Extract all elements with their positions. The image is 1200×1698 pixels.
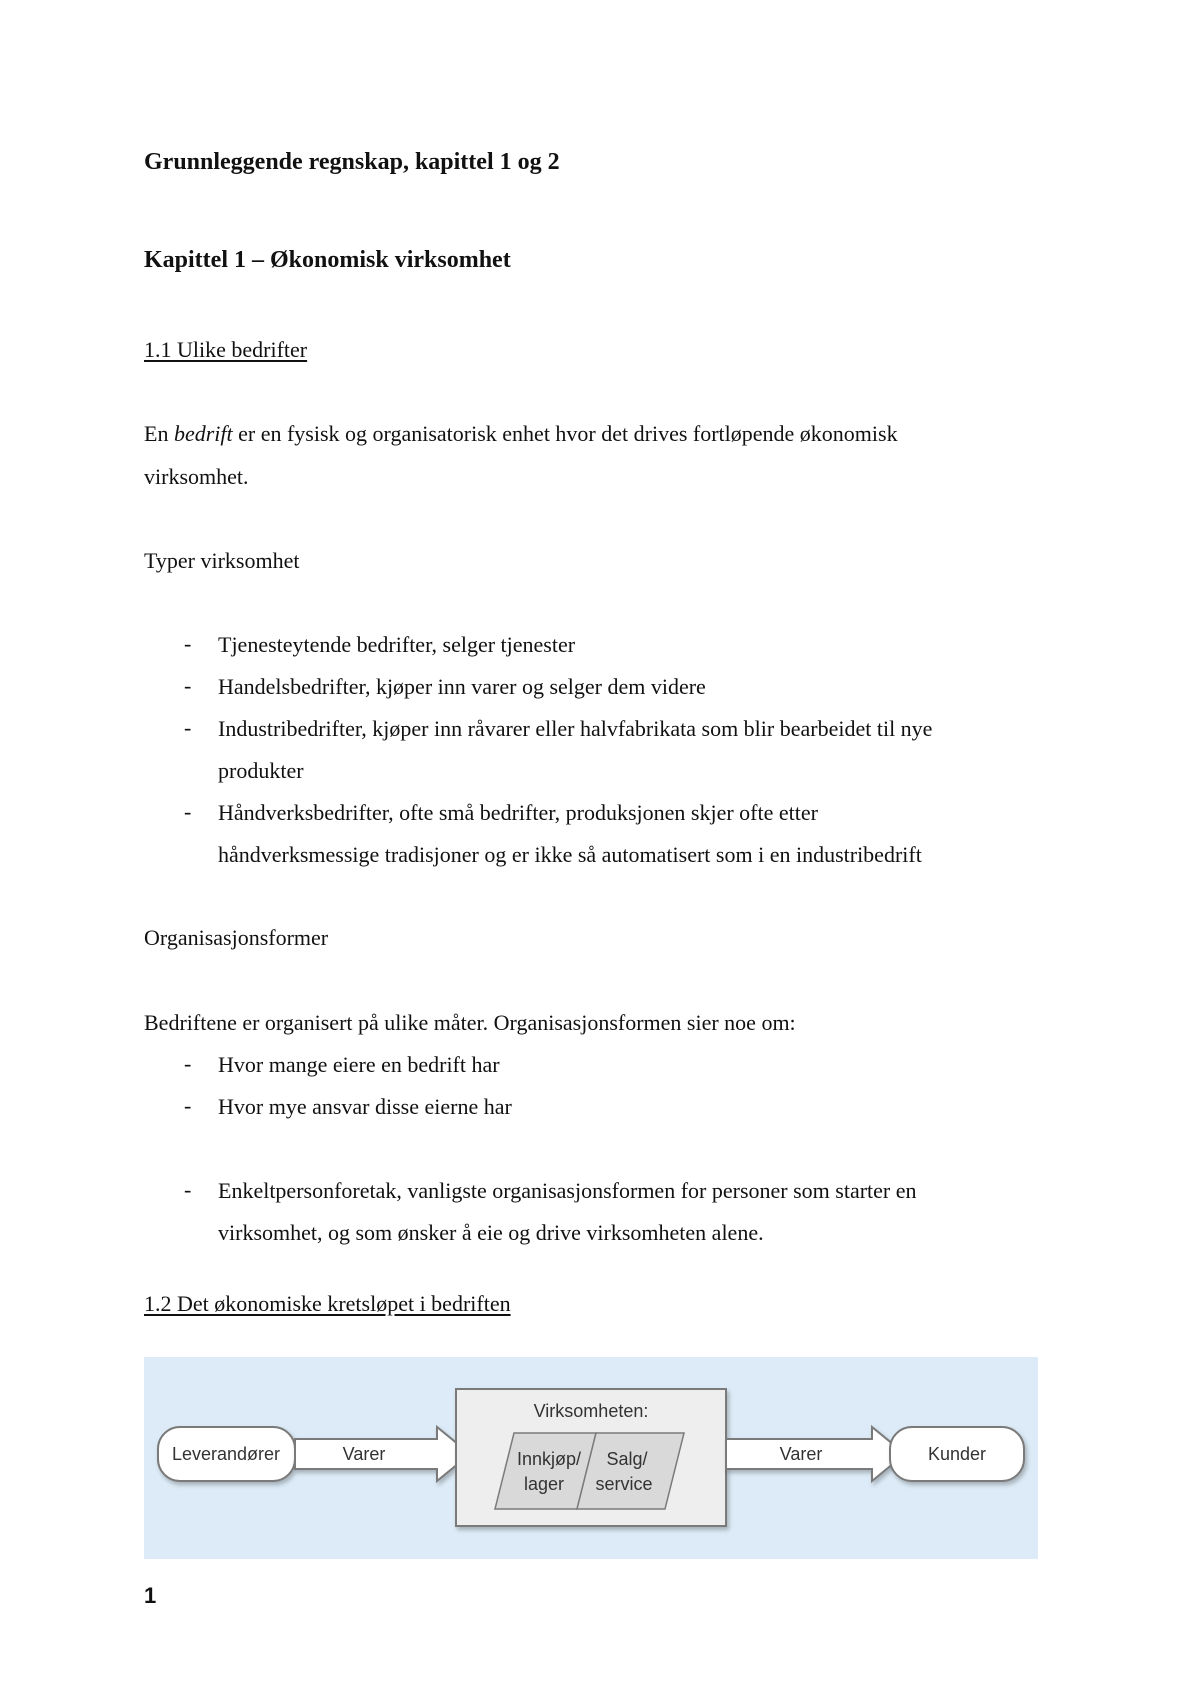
org-intro: Bedriftene er organisert på ulike måter. Organisasjonsformen sier noe om: [144,1010,796,1035]
list-dash: - [184,1051,192,1076]
company-title: Virksomheten: [533,1401,649,1421]
diagram-svg [144,1357,1038,1559]
list-item: Hvor mange eiere en bedrift har [218,1052,500,1077]
goods-in-label: Varer [342,1444,386,1464]
document-title: Grunnleggende regnskap, kapittel 1 og 2 [144,149,560,175]
list-item: Enkeltpersonforetak, vanligste organisasjonsformen for personer som starter en [218,1178,917,1203]
chapter-heading: Kapittel 1 – Økonomisk virksomhet [144,247,511,273]
economic-cycle-diagram [144,1357,1038,1559]
list-dash: - [184,631,192,656]
sales-label-1: Salg/ [606,1449,648,1469]
list-item: Hvor mye ansvar disse eierne har [218,1094,512,1119]
definition-line-2: virksomhet. [144,464,249,489]
definition-term: bedrift [173,421,233,446]
supplier-label: Leverandører [171,1444,281,1464]
definition-text: er en fysisk og organisatorisk enhet hvor det drives fortløpende økonomisk [232,421,898,446]
list-item-continuation: produkter [218,758,304,783]
sales-label-2: service [595,1474,653,1494]
list-dash: - [184,673,192,698]
list-item-continuation: håndverksmessige tradisjoner og er ikke så automatisert som i en industribedrift [218,842,922,867]
customers-label: Kunder [927,1444,987,1464]
purchase-label-2: lager [523,1474,565,1494]
list-item: Handelsbedrifter, kjøper inn varer og selger dem videre [218,674,706,699]
sales-stage [577,1433,684,1509]
list-item: Industribedrifter, kjøper inn råvarer eller halvfabrikata som blir bearbeidet til nye [218,716,933,741]
page-number: 1 [144,1583,157,1608]
definition-paragraph [144,420,898,448]
list-item: Håndverksbedrifter, ofte små bedrifter, produksjonen skjer ofte etter [218,800,818,825]
section-heading-1-2: 1.2 Det økonomiske kretsløpet i bedriften [144,1291,511,1316]
definition-before: En [144,421,174,446]
list-dash: - [184,1177,192,1202]
list-item-continuation: virksomhet, og som ønsker å eie og drive virksomheten alene. [218,1220,764,1245]
goods-out-label: Varer [779,1444,823,1464]
list-dash: - [184,1093,192,1118]
org-forms-label: Organisasjonsformer [144,925,329,950]
list-dash: - [184,715,192,740]
section-heading-1-1: 1.1 Ulike bedrifter [144,337,308,362]
list-item: Tjenesteytende bedrifter, selger tjenester [218,632,576,657]
types-label: Typer virksomhet [144,548,300,573]
purchase-label-1: Innkjøp/ [516,1449,582,1469]
list-dash: - [184,799,192,824]
